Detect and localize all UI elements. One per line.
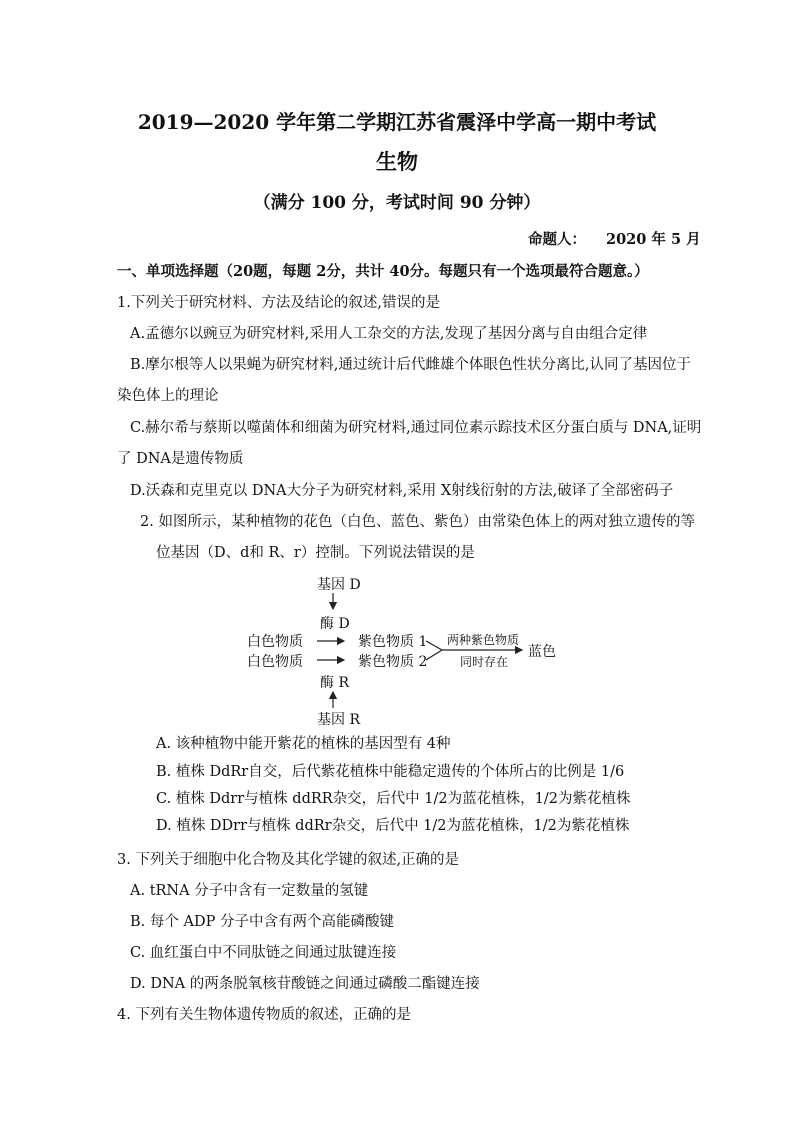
q1-option-b-cont: 染色体上的理论 [117, 388, 219, 404]
q1-option-c: C.赫尔希与蔡斯以噬菌体和细菌为研究材料,通过同位素示踪技术区分蛋白质与 DNA,证明 [130, 420, 702, 436]
q1-option-b: B.摩尔根等人以果蝇为研究材料,通过统计后代雌雄个体眼色性状分离比,认同了基因位于 [130, 357, 691, 373]
q2-option-d: D. 植株 DDrr与植株 ddRr杂交，后代中 1/2为蓝花植株，1/2为紫花植株 [156, 818, 630, 834]
q3-option-b: B. 每个 ADP 分子中含有两个高能磷酸键 [130, 914, 394, 930]
q1-option-a: A.孟德尔以豌豆为研究材料,采用人工杂交的方法,发现了基因分离与自由组合定律 [130, 326, 648, 342]
q2-stem-cont: 位基因（D、d和 R、r）控制。下列说法错误的是 [156, 545, 475, 561]
white-substance-1: 白色物质 [247, 634, 303, 650]
q3-option-a: A. tRNA 分子中含有一定数量的氢键 [130, 883, 369, 899]
q2-option-b: B. 植株 DdRr自交，后代紫花植株中能稳定遗传的个体所占的比例是 1/6 [156, 764, 625, 780]
exam-title: 2019—2020 学年第二学期江苏省震泽中学高一期中考试 [137, 110, 657, 134]
enzyme-r-label: 酶 R [320, 675, 349, 691]
flower-color-pathway-diagram [240, 573, 580, 728]
blue-label: 蓝色 [528, 644, 556, 660]
enzyme-d-label: 酶 D [320, 616, 350, 632]
author-label: 命题人： [528, 231, 586, 248]
purple-substance-2: 紫色物质 2 [358, 654, 428, 670]
subject-title: 生物 [376, 149, 418, 174]
q2-stem: 2. 如图所示，某种植物的花色（白色、蓝色、紫色）由常染色体上的两对独立遗传的等 [140, 514, 695, 530]
q3-stem: 3. 下列关于细胞中化合物及其化学键的叙述,正确的是 [117, 852, 460, 868]
both-purple-label: 两种紫色物质 [447, 633, 520, 647]
exam-date: 2020 年 5 月 [606, 231, 701, 248]
q3-option-c: C. 血红蛋白中不同肽链之间通过肽键连接 [130, 945, 397, 961]
coexist-label: 同时存在 [460, 655, 509, 669]
gene-r-label: 基因 R [317, 712, 360, 728]
q2-option-c: C. 植株 Ddrr与植株 ddRR杂交，后代中 1/2为蓝花植株，1/2为紫花植株 [156, 791, 631, 807]
q1-stem: 1.下列关于研究材料、方法及结论的叙述,错误的是 [117, 295, 440, 311]
q3-option-d: D. DNA 的两条脱氧核苷酸链之间通过磷酸二酯键连接 [130, 976, 480, 992]
gene-d-label: 基因 D [317, 577, 361, 593]
purple-substance-1: 紫色物质 1 [358, 634, 428, 650]
q1-option-c-cont: 了 DNA是遗传物质 [117, 451, 244, 467]
exam-note: （满分 100 分，考试时间 90 分钟） [253, 193, 541, 213]
q1-option-d: D.沃森和克里克以 DNA大分子为研究材料,采用 X射线衍射的方法,破译了全部密码子 [130, 483, 674, 499]
white-substance-2: 白色物质 [247, 654, 303, 670]
q2-option-a: A. 该种植物中能开紫花的植株的基因型有 4种 [156, 736, 451, 752]
q4-stem: 4. 下列有关生物体遗传物质的叙述，正确的是 [117, 1007, 411, 1023]
section-heading: 一、单项选择题（20题，每题 2分，共计 40分。每题只有一个选项最符合题意。） [117, 263, 649, 280]
